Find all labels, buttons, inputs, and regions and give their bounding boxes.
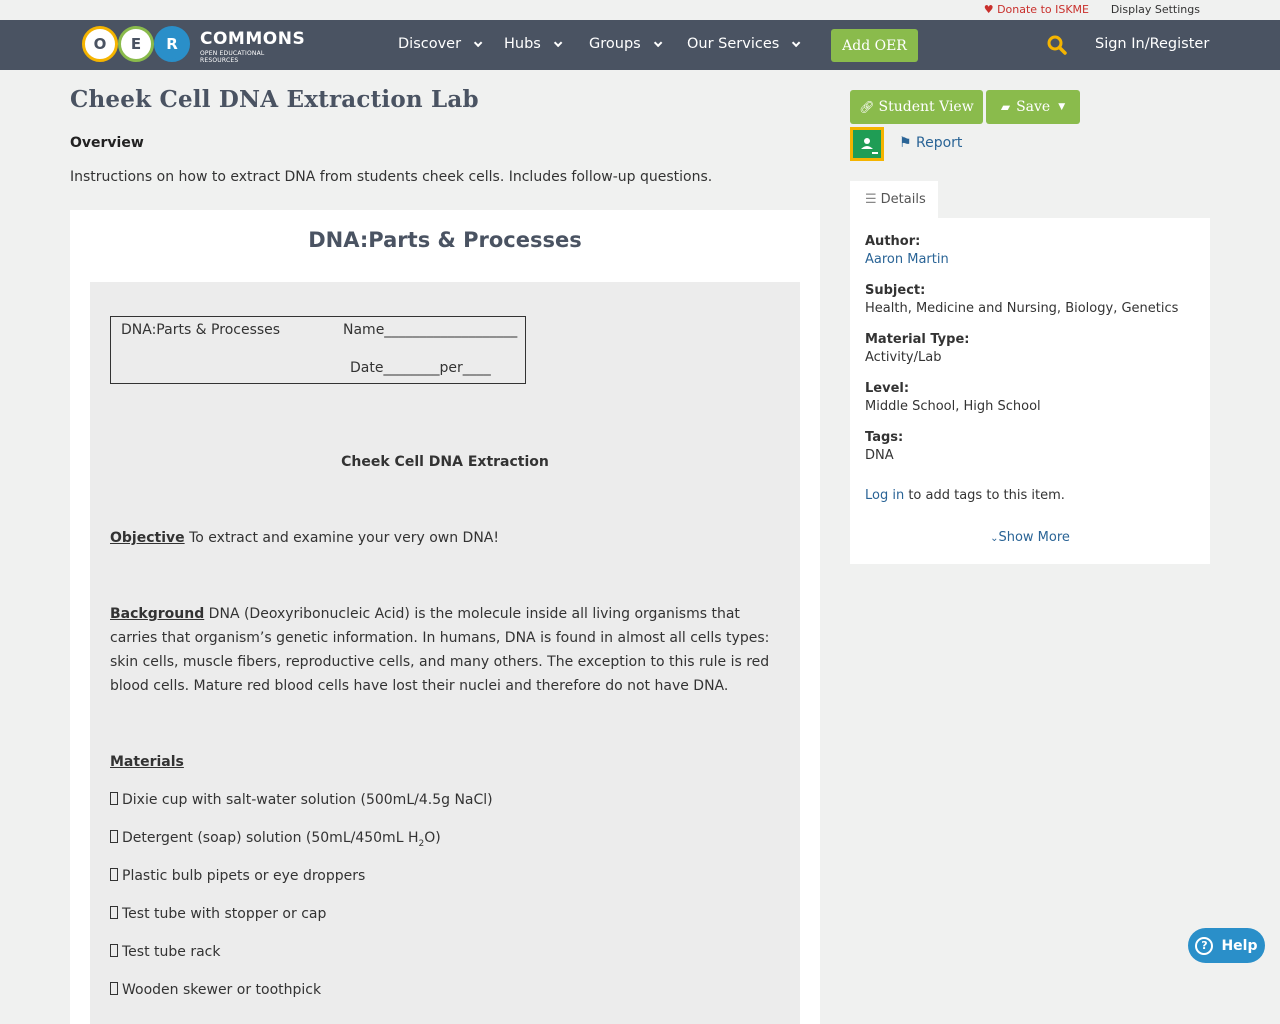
level-value: Middle School, High School [865,399,1041,414]
nav-hubs[interactable] [504,36,559,52]
material-text: Detergent (soap) solution (50mL/450mL H [122,830,419,846]
author-link[interactable]: Aaron Martin [865,252,949,267]
google-classroom-share-button[interactable] [850,127,884,161]
checkbox-glyph-icon [110,944,118,957]
background-text: DNA (Deoxyribonucleic Acid) is the molecule inside all living organisms that carries that organism’s genetic information. In humans, DNA is found in almost all cells types: skin cells, muscle fibers, reproductive cells, and many others. The exception to this rule is red blood cells. Mature red blood cells have lost their nuclei and therefore do not have DNA. [110,606,770,694]
heart-icon: ♥ [983,3,994,16]
material-type-label: Material Type: [865,332,970,347]
list-item [110,788,493,812]
logo-subtext: OPEN EDUCATIONAL RESOURCES [200,50,265,64]
overview-heading: Overview [70,135,144,151]
flag-icon: ⚑ [899,135,912,151]
header-name: Name___________________ [343,322,518,338]
main-nav [0,20,1280,70]
help-button[interactable] [1188,928,1265,963]
chevron-down-icon [654,39,662,47]
show-more-label: Show More [998,530,1070,545]
checkbox-glyph-icon [110,868,118,881]
background-paragraph [110,602,770,698]
document-page [90,282,800,1024]
nav-our-services-label: Our Services [687,36,780,52]
question-icon: ? [1195,937,1213,955]
help-label: Help [1221,937,1258,954]
list-item [110,940,220,964]
logo-letter-e: E [118,26,154,62]
donate-label: Donate to ISKME [997,3,1089,16]
logo-text: COMMONS [200,29,306,49]
list-item [110,902,326,926]
subject-value: Health, Medicine and Nursing, Biology, Genetics [865,301,1179,316]
sign-in-register-link[interactable]: Sign In/Register [1095,36,1210,52]
chevron-down-icon [554,39,562,47]
overview-text: Instructions on how to extract DNA from students cheek cells. Includes follow-up questions. [70,169,713,185]
nav-discover-label: Discover [398,36,462,52]
material-type-value: Activity/Lab [865,350,942,365]
chevron-down-icon: ⌄ [990,533,999,544]
material-text: Dixie cup with salt-water solution (500mL/4.5g NaCl) [122,792,493,808]
objective-text: To extract and examine your very own DNA! [184,530,499,546]
nav-groups[interactable] [589,36,659,52]
material-text-tail: O) [424,830,441,846]
page-title: Cheek Cell DNA Extraction Lab [70,86,479,113]
checkbox-glyph-icon [110,982,118,995]
folder-open-icon: ▰ [1000,100,1011,114]
subscript: 2 [418,838,425,849]
tab-details[interactable] [850,181,938,218]
material-text: Test tube rack [122,944,221,960]
material-text: Wooden skewer or toothpick [122,982,322,998]
nav-groups-label: Groups [589,36,641,52]
worksheet-header-box [110,316,526,384]
chevron-down-icon [792,39,800,47]
subject-label: Subject: [865,283,926,298]
display-settings-link[interactable]: Display Settings [1110,3,1200,16]
document-title: DNA:Parts & Processes [308,228,582,252]
header-left: DNA:Parts & Processes [121,322,281,338]
caret-down-icon: ▼ [1058,102,1066,112]
oer-commons-logo[interactable] [82,26,306,64]
login-tail: to add tags to this item. [904,488,1065,503]
objective-label: Objective [110,530,185,546]
add-oer-button[interactable]: Add OER [831,29,918,62]
utility-bar [0,0,1280,20]
author-label: Author: [865,234,921,249]
details-panel [850,218,1210,564]
checkbox-glyph-icon [110,906,118,919]
login-link[interactable]: Log in [865,488,905,503]
search-icon[interactable] [1047,35,1067,55]
google-classroom-icon [853,130,881,158]
checkbox-glyph-icon [110,830,118,843]
login-to-add-tags [865,488,1065,503]
tags-label: Tags: [865,430,904,445]
nav-discover[interactable] [398,36,479,52]
nav-our-services[interactable] [687,36,797,52]
background-label: Background [110,606,205,622]
section-title: Cheek Cell DNA Extraction [341,454,549,470]
list-icon: ☰ [865,192,877,207]
report-link[interactable] [899,135,962,151]
list-item [110,826,441,856]
chevron-down-icon [474,39,482,47]
donate-link[interactable] [984,3,1089,16]
list-item [110,978,321,1002]
objective-paragraph [110,526,780,550]
logo-letter-r: R [154,26,190,62]
level-label: Level: [865,381,910,396]
logo-letter-o: O [82,26,118,62]
link-icon: 🔗︎ [859,100,875,114]
save-label: Save [1016,99,1051,115]
list-item [110,864,365,888]
materials-label: Materials [110,754,184,770]
material-text: Plastic bulb pipets or eye droppers [122,868,366,884]
save-button[interactable] [986,90,1080,124]
materials-heading [110,750,184,774]
student-view-button[interactable] [850,90,983,124]
show-more-link[interactable] [850,530,1210,545]
student-view-label: Student View [878,99,974,115]
tags-value: DNA [865,448,894,463]
document-viewer [70,210,820,1024]
nav-hubs-label: Hubs [504,36,541,52]
tab-details-label: Details [880,192,926,207]
header-date: Date________per____ [350,360,491,376]
checkbox-glyph-icon [110,792,118,805]
report-label: Report [916,135,963,151]
material-text: Test tube with stopper or cap [122,906,327,922]
